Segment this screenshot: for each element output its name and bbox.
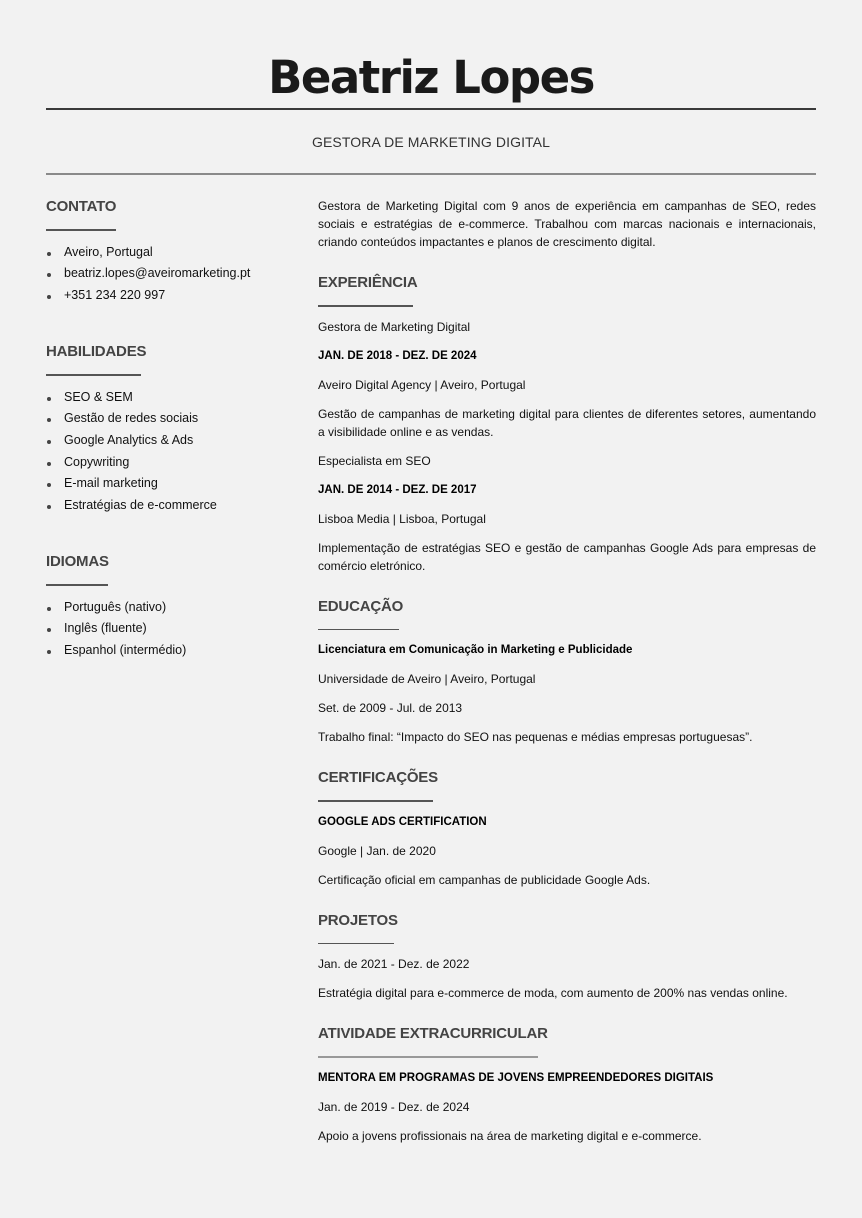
section-underline <box>318 1056 538 1058</box>
list-item: Gestão de redes sociais <box>46 408 286 430</box>
job-description: Gestão de campanhas de marketing digital para clientes de diferentes setores, aumentando a visibilidade online e as vendas. <box>318 406 816 439</box>
thesis: Trabalho final: “Impacto do SEO nas pequenas e médias empresas portuguesas”. <box>318 730 753 744</box>
job-entry <box>318 318 816 441</box>
education-section <box>318 597 816 747</box>
section-heading: CONTATO <box>46 198 117 215</box>
section-underline <box>46 229 116 231</box>
job-dates: JAN. DE 2018 - DEZ. DE 2024 <box>318 349 477 362</box>
education-dates: Set. de 2009 - Jul. de 2013 <box>318 701 463 715</box>
job-company: Aveiro Digital Agency | Aveiro, Portugal <box>318 377 526 392</box>
list-item: Português (nativo) <box>46 597 286 619</box>
contact-phone[interactable]: +351 234 220 997 <box>46 285 286 307</box>
projects-section <box>318 911 816 1003</box>
section-heading: PROJETOS <box>318 911 398 929</box>
job-title: GESTORA DE MARKETING DIGITAL <box>312 134 550 150</box>
section-underline <box>318 943 394 945</box>
sidebar <box>46 197 286 698</box>
certification-issuer: Google | Jan. de 2020 <box>318 843 436 858</box>
job-role: Gestora de Marketing Digital <box>318 319 471 334</box>
project-description: Estratégia digital para e-commerce de moda, com aumento de 200% nas vendas online. <box>318 986 788 1000</box>
job-description: Implementação de estratégias SEO e gestão de campanhas Google Ads para empresas de comércio eletrónico. <box>318 540 816 573</box>
list-item: Google Analytics & Ads <box>46 430 286 452</box>
header-divider-top <box>46 108 816 110</box>
section-heading: HABILIDADES <box>46 343 147 361</box>
profile-summary: Gestora de Marketing Digital com 9 anos de experiência em campanhas de SEO, redes sociais e estratégias de e-commerce. Trabalhou com marcas nacionais e internacionais, criando conteúdos impactantes e planos de crescimento digital. <box>318 199 816 249</box>
certification-name: GOOGLE ADS CERTIFICATION <box>318 815 487 828</box>
section-heading: EDUCAÇÃO <box>318 597 404 615</box>
job-company: Lisboa Media | Lisboa, Portugal <box>318 511 486 526</box>
languages-section <box>46 552 286 661</box>
main-content <box>318 197 816 1145</box>
list-item: Espanhol (intermédio) <box>46 640 286 662</box>
section-underline <box>46 584 108 586</box>
degree-title: Licenciatura em Comunicação in Marketing e Publicidade <box>318 644 633 656</box>
job-role: Especialista em SEO <box>318 453 431 468</box>
contact-location: Aveiro, Portugal <box>46 242 286 264</box>
candidate-name: Beatriz Lopes <box>268 51 594 104</box>
job-dates: JAN. DE 2014 - DEZ. DE 2017 <box>318 483 477 496</box>
section-underline <box>318 305 413 307</box>
section-underline <box>46 374 141 376</box>
languages-list <box>46 597 286 662</box>
section-underline <box>318 800 433 802</box>
section-underline <box>318 629 399 631</box>
activity-description: Apoio a jovens profissionais na área de marketing digital e e-commerce. <box>318 1129 702 1143</box>
list-item: E-mail marketing <box>46 473 286 495</box>
list-item: SEO & SEM <box>46 387 286 409</box>
institution: Universidade de Aveiro | Aveiro, Portugal <box>318 672 536 686</box>
list-item: Copywriting <box>46 452 286 474</box>
activity-title: MENTORA EM PROGRAMAS DE JOVENS EMPREENDEDORES DIGITAIS <box>318 1072 714 1084</box>
list-item: Estratégias de e-commerce <box>46 495 286 517</box>
job-entry <box>318 452 816 575</box>
certifications-section <box>318 768 816 889</box>
skills-section <box>46 342 286 516</box>
contact-list <box>46 242 286 307</box>
certification-description: Certificação oficial em campanhas de publicidade Google Ads. <box>318 872 651 887</box>
activity-dates: Jan. de 2019 - Dez. de 2024 <box>318 1100 470 1114</box>
project-dates: Jan. de 2021 - Dez. de 2022 <box>318 957 470 971</box>
section-heading: CERTIFICAÇÕES <box>318 769 438 786</box>
contact-email[interactable]: beatriz.lopes@aveiromarketing.pt <box>46 263 286 285</box>
section-heading: EXPERIÊNCIA <box>318 274 418 291</box>
header-divider-bottom <box>46 173 816 175</box>
extracurricular-section <box>318 1024 816 1145</box>
section-heading: ATIVIDADE EXTRACURRICULAR <box>318 1025 548 1042</box>
skills-list <box>46 387 286 517</box>
list-item: Inglês (fluente) <box>46 618 286 640</box>
contact-section <box>46 197 286 306</box>
section-heading: IDIOMAS <box>46 553 109 571</box>
experience-section <box>318 273 816 575</box>
